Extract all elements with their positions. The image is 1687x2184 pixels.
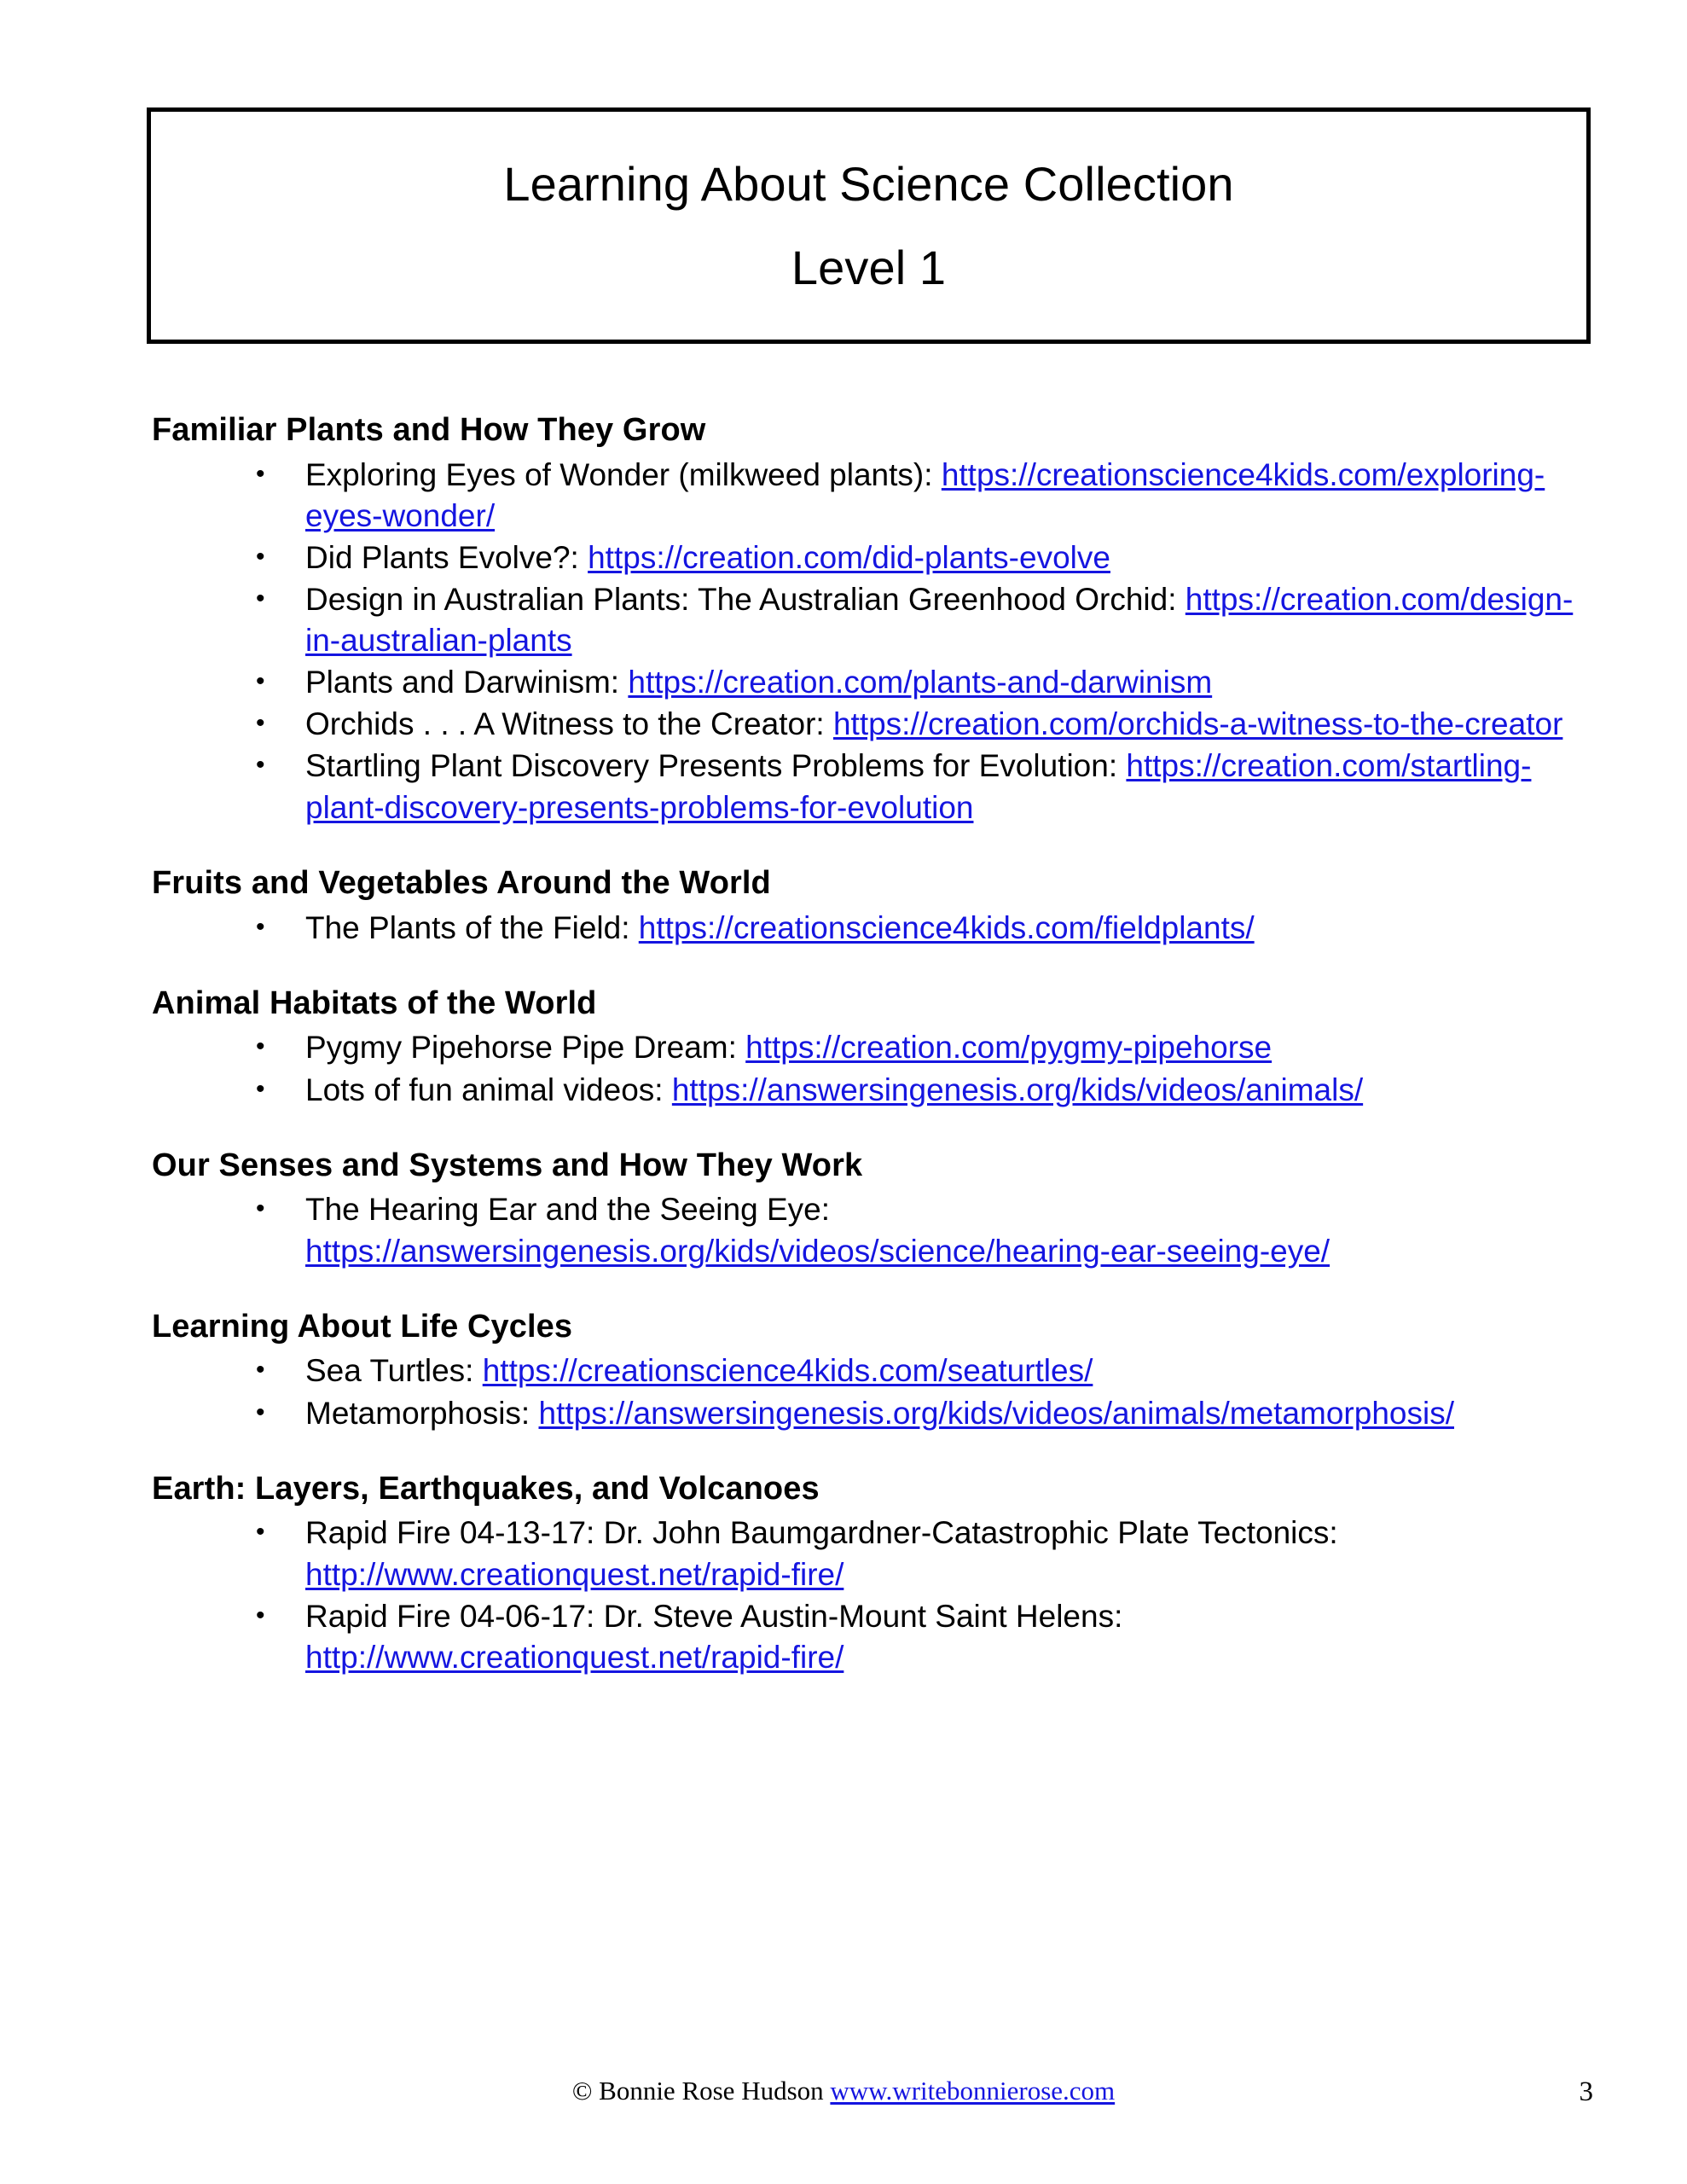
resource-list	[152, 908, 1602, 949]
resource-link[interactable]: https://creation.com/pygmy-pipehorse	[745, 1030, 1272, 1066]
list-item	[152, 579, 1602, 661]
resource-label: Rapid Fire 04-13-17: Dr. John Baumgardner-Catastrophic Plate Tectonics:	[305, 1515, 1338, 1551]
resource-link[interactable]: https://answersingenesis.org/kids/videos/animals/	[671, 1072, 1364, 1107]
resource-label: Rapid Fire 04-06-17: Dr. Steve Austin-Mount Saint Helens:	[305, 1598, 1123, 1634]
title-box	[147, 107, 1591, 344]
footer-credit	[0, 2075, 1687, 2106]
list-item	[152, 662, 1602, 703]
content-section	[152, 985, 1602, 1111]
resource-link[interactable]: https://creation.com/did-plants-evolve	[588, 540, 1110, 576]
resource-link[interactable]: https://answersingenesis.org/kids/videos/animals/metamorphosis/	[538, 1395, 1454, 1431]
list-item	[152, 746, 1602, 828]
resource-link[interactable]: https://creation.com/startling-plant-discovery-presents-problems-for-evolution	[305, 748, 1532, 825]
resource-label: Sea Turtles:	[305, 1353, 483, 1389]
resource-link[interactable]: https://creationscience4kids.com/fieldplants/	[638, 909, 1255, 945]
content-section	[152, 411, 1602, 828]
resource-label: Orchids . . . A Witness to the Creator:	[305, 706, 833, 742]
list-item	[152, 1189, 1602, 1271]
resource-list	[152, 1189, 1602, 1271]
content-section	[152, 1470, 1602, 1678]
list-item	[152, 704, 1602, 745]
list-item	[152, 1596, 1602, 1678]
list-item	[152, 455, 1602, 537]
resource-link[interactable]: https://creationscience4kids.com/exploring-eyes-wonder/	[305, 456, 1545, 533]
list-item	[152, 1070, 1602, 1111]
section-heading: Learning About Life Cycles	[152, 1308, 573, 1345]
section-heading: Fruits and Vegetables Around the World	[152, 864, 771, 901]
resource-link[interactable]: https://creation.com/plants-and-darwinism	[628, 665, 1213, 700]
resource-label: Did Plants Evolve?:	[305, 540, 588, 576]
footer-website-link[interactable]: www.writebonnierose.com	[830, 2076, 1116, 2106]
resource-list	[152, 1350, 1602, 1433]
resource-list	[152, 1513, 1602, 1677]
resource-link[interactable]: http://www.creationquest.net/rapid-fire/	[305, 1639, 844, 1675]
resource-label: Lots of fun animal videos:	[305, 1072, 672, 1107]
section-heading: Earth: Layers, Earthquakes, and Volcanoes	[152, 1470, 820, 1507]
list-item	[152, 537, 1602, 578]
resource-link[interactable]: https://answersingenesis.org/kids/videos/science/hearing-ear-seeing-eye/	[305, 1233, 1330, 1269]
list-item	[152, 908, 1602, 949]
document-title: Learning About Science Collection	[503, 156, 1234, 211]
content-section	[152, 1308, 1602, 1434]
resource-label: Startling Plant Discovery Presents Problems for Evolution:	[305, 748, 1127, 784]
resource-link[interactable]: http://www.creationquest.net/rapid-fire/	[305, 1556, 844, 1592]
resource-link[interactable]: https://creation.com/orchids-a-witness-to-the-creator	[832, 706, 1563, 742]
section-heading: Familiar Plants and How They Grow	[152, 412, 706, 448]
content-section	[152, 1147, 1602, 1272]
list-item	[152, 1350, 1602, 1391]
resource-list	[152, 455, 1602, 828]
resource-label: Design in Australian Plants: The Australian Greenhood Orchid:	[305, 582, 1186, 618]
page-footer	[0, 2075, 1687, 2126]
resource-label: Pygmy Pipehorse Pipe Dream:	[305, 1030, 746, 1066]
list-item	[152, 1027, 1602, 1068]
document-body	[152, 411, 1602, 1679]
page-number: 3	[1579, 2077, 1593, 2107]
list-item	[152, 1513, 1602, 1594]
resource-label: The Plants of the Field:	[305, 909, 639, 945]
resource-link[interactable]: https://creation.com/design-in-australian-plants	[305, 582, 1574, 659]
footer-copyright-text: © Bonnie Rose Hudson	[571, 2076, 831, 2106]
resource-list	[152, 1027, 1602, 1110]
document-subtitle: Level 1	[791, 240, 947, 294]
resource-label: Exploring Eyes of Wonder (milkweed plants):	[305, 456, 942, 492]
resource-link[interactable]: https://creationscience4kids.com/seaturtles/	[482, 1353, 1093, 1389]
resource-label: Metamorphosis:	[305, 1395, 539, 1431]
resource-label: The Hearing Ear and the Seeing Eye:	[305, 1192, 830, 1228]
section-heading: Animal Habitats of the World	[152, 985, 597, 1021]
resource-label: Plants and Darwinism:	[305, 665, 629, 700]
content-section	[152, 864, 1602, 949]
list-item	[152, 1393, 1602, 1434]
section-heading: Our Senses and Systems and How They Work	[152, 1147, 863, 1183]
